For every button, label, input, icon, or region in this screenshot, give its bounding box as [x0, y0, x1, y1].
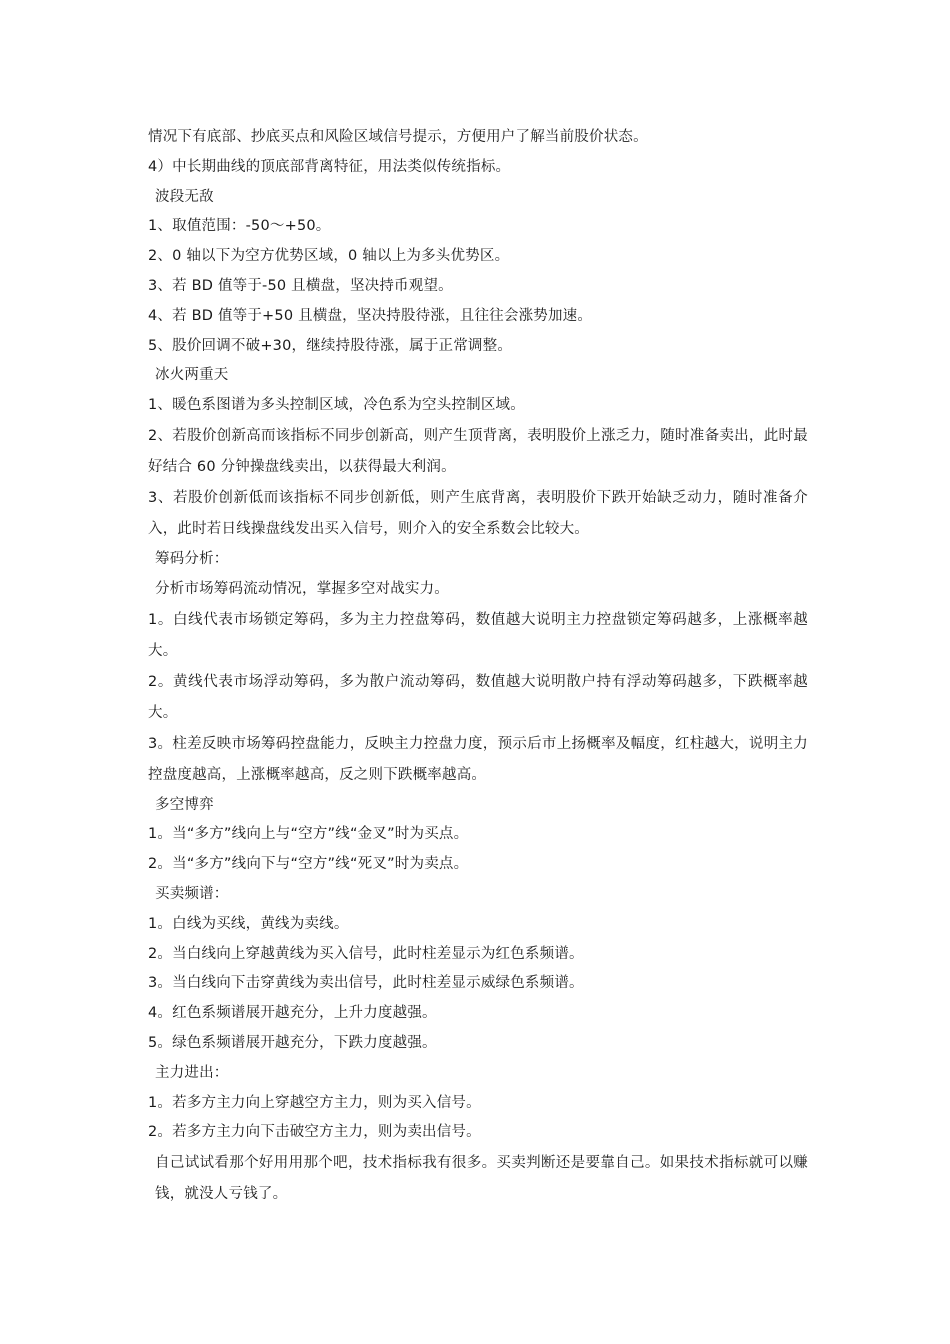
text-line: 1、取值范围：-50～+50。: [148, 218, 331, 235]
text-line: 4。红色系频谱展开越充分，上升力度越强。: [148, 1005, 437, 1022]
section-heading: 冰火两重天: [155, 367, 229, 384]
text-line: 2。若多方主力向下击破空方主力，则为卖出信号。: [148, 1124, 481, 1141]
text-line: 5。绿色系频谱展开越充分，下跌力度越强。: [148, 1034, 437, 1051]
text-paragraph: 1。白线代表市场锁定筹码，多为主力控盘筹码，数值越大说明主力控盘锁定筹码越多，上涨概率越大。: [148, 611, 808, 659]
text-line: 3。当白线向下击穿黄线为卖出信号，此时柱差显示威绿色系频谱。: [148, 975, 584, 992]
text-line: 3、若 BD 值等于-50 且横盘，坚决持币观望。: [148, 277, 453, 294]
text-line: 5、股价回调不破+30，继续持股待涨，属于正常调整。: [148, 337, 513, 354]
text-paragraph: 2、若股价创新高而该指标不同步创新高，则产生顶背离，表明股价上涨乏力，随时准备卖出，此时最好结合 60 分钟操盘线卖出，以获得最大利润。: [148, 427, 808, 475]
text-line: 2。当白线向上穿越黄线为买入信号，此时柱差显示为红色系频谱。: [148, 945, 584, 962]
section-heading: 筹码分析：: [155, 550, 229, 567]
text-paragraph: 2。黄线代表市场浮动筹码，多为散户流动筹码，数值越大说明散户持有浮动筹码越多，下跌概率越大。: [148, 673, 808, 721]
text-line: 情况下有底部、抄底买点和风险区域信号提示，方便用户了解当前股价状态。: [148, 129, 648, 145]
text-line: 分析市场筹码流动情况，掌握多空对战实力。: [155, 580, 449, 597]
text-line: 2。当“多方”线向下与“空方”线“死叉”时为卖点。: [148, 856, 469, 873]
text-line: 1、暖色系图谱为多头控制区域，冷色系为空头控制区域。: [148, 397, 525, 414]
text-paragraph: 3、若股价创新低而该指标不同步创新低，则产生底背离，表明股价下跌开始缺乏动力，随时准备介入，此时若日线操盘线发出买入信号，则介入的安全系数会比较大。: [148, 489, 808, 537]
text-line: 4、若 BD 值等于+50 且横盘，坚决持股待涨，且往往会涨势加速。: [148, 307, 593, 324]
section-heading: 主力进出：: [155, 1064, 229, 1081]
text-paragraph: 3。柱差反映市场筹码控盘能力，反映主力控盘力度，预示后市上扬概率及幅度，红柱越大，说明主力控盘度越高，上涨概率越高，反之则下跌概率越高。: [148, 735, 808, 783]
section-heading: 买卖频谱：: [155, 885, 229, 902]
text-line: 1。若多方主力向上穿越空方主力，则为买入信号。: [148, 1094, 481, 1111]
document-body: [148, 123, 808, 1210]
text-line: 2、0 轴以下为空方优势区域，0 轴以上为多头优势区。: [148, 248, 510, 265]
section-heading: 多空博弈: [155, 796, 214, 813]
text-line: 1。白线为买线，黄线为卖线。: [148, 915, 349, 932]
text-line: 1。当“多方”线向上与“空方”线“金叉”时为买点。: [148, 826, 469, 843]
text-line: 4）中长期曲线的顶底部背离特征，用法类似传统指标。: [148, 158, 511, 175]
text-paragraph: 自己试试看那个好用用那个吧，技术指标我有很多。买卖判断还是要靠自己。如果技术指标就可以赚钱，就没人亏钱了。: [155, 1155, 808, 1203]
section-heading: 波段无敌: [155, 188, 214, 205]
